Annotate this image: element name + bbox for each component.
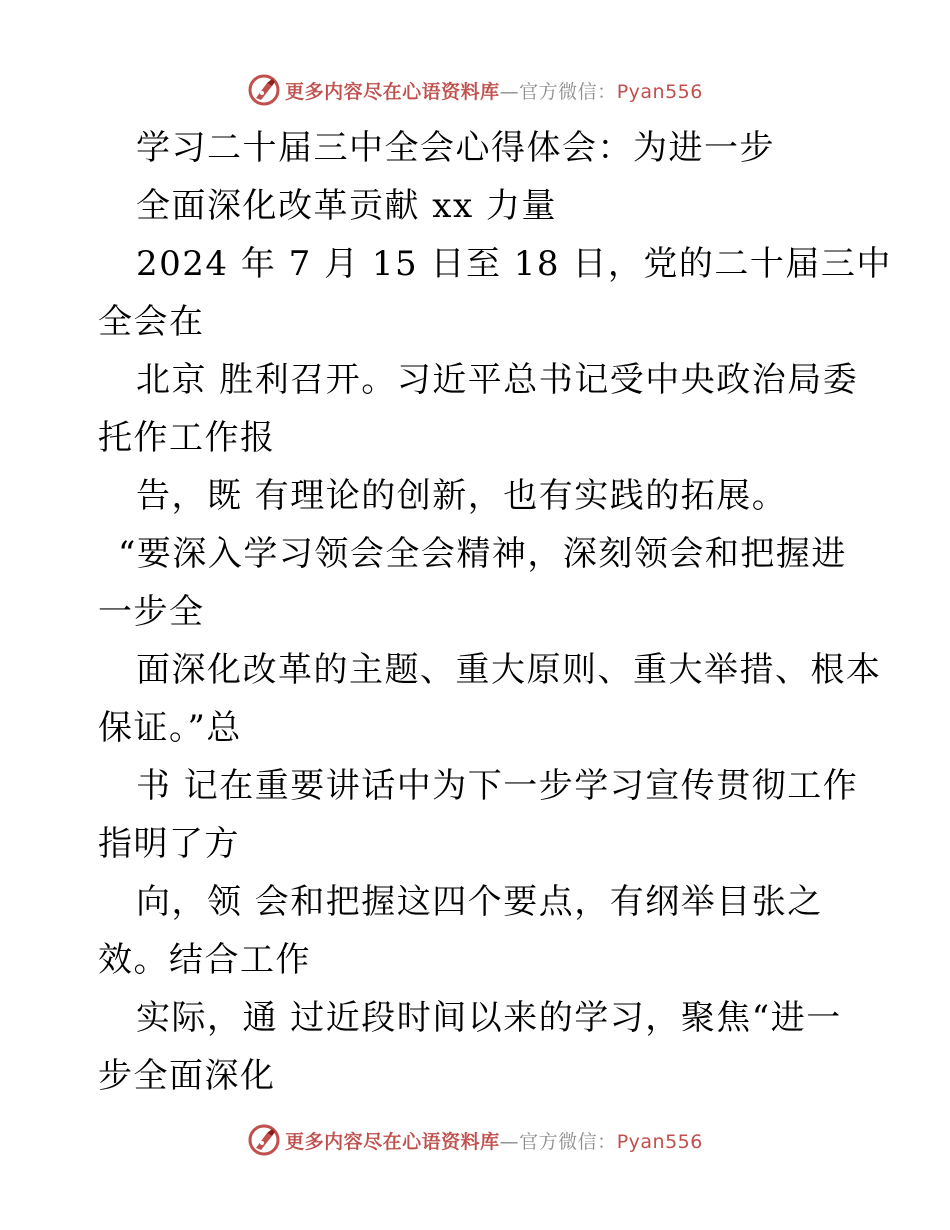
pen-nib-icon [247,73,281,107]
pen-nib-icon [247,1123,281,1157]
paragraph-line: 托作工作报 [98,418,276,458]
paragraph-line: 步全面深化 [98,1056,276,1096]
watermark-main-text: 更多内容尽在心语资料库 [285,1130,500,1153]
paragraph-line: 一步全 [98,592,205,632]
paragraph-line: 指明了方 [98,824,240,864]
watermark-dash: — [499,80,520,103]
paragraph-line: 书 记在重要讲话中为下一步学习宣传贯彻工作 [136,766,859,806]
header-watermark [0,70,950,110]
watermark-dash: — [499,1130,520,1153]
watermark-official-label: 官方微信： [519,80,617,103]
paragraph-line: “要深入学习领会全会精神，深刻领会和把握进 [118,534,847,574]
watermark-wechat-id: Pyan556 [616,1130,703,1153]
watermark-main-text: 更多内容尽在心语资料库 [285,80,500,103]
watermark-official-label: 官方微信： [519,1130,617,1153]
paragraph-line: 保证。”总 [98,708,242,748]
watermark-wechat-id: Pyan556 [616,80,703,103]
paragraph-line: 面深化改革的主题、重大原则、重大举措、根本 [136,650,882,690]
document-title-line-1: 学习二十届三中全会心得体会：为进一步 [136,128,775,168]
paragraph-line: 实际，通 过近段时间以来的学习，聚焦“进一 [136,998,842,1038]
paragraph-line: 向，领 会和把握这四个要点，有纲举目张之 [136,882,823,922]
paragraph-line: 2024 年 7 月 15 日至 18 日，党的二十届三中 [136,244,892,284]
paragraph-line: 北京 胜利召开。习近平总书记受中央政治局委 [136,360,859,400]
document-title-line-2: 全面深化改革贡献 xx 力量 [136,186,557,226]
paragraph-line: 效。结合工作 [98,940,311,980]
paragraph-line: 全会在 [98,302,205,342]
paragraph-line: 告，既 有理论的创新，也有实践的拓展。 [136,476,788,516]
footer-watermark [0,1120,950,1160]
